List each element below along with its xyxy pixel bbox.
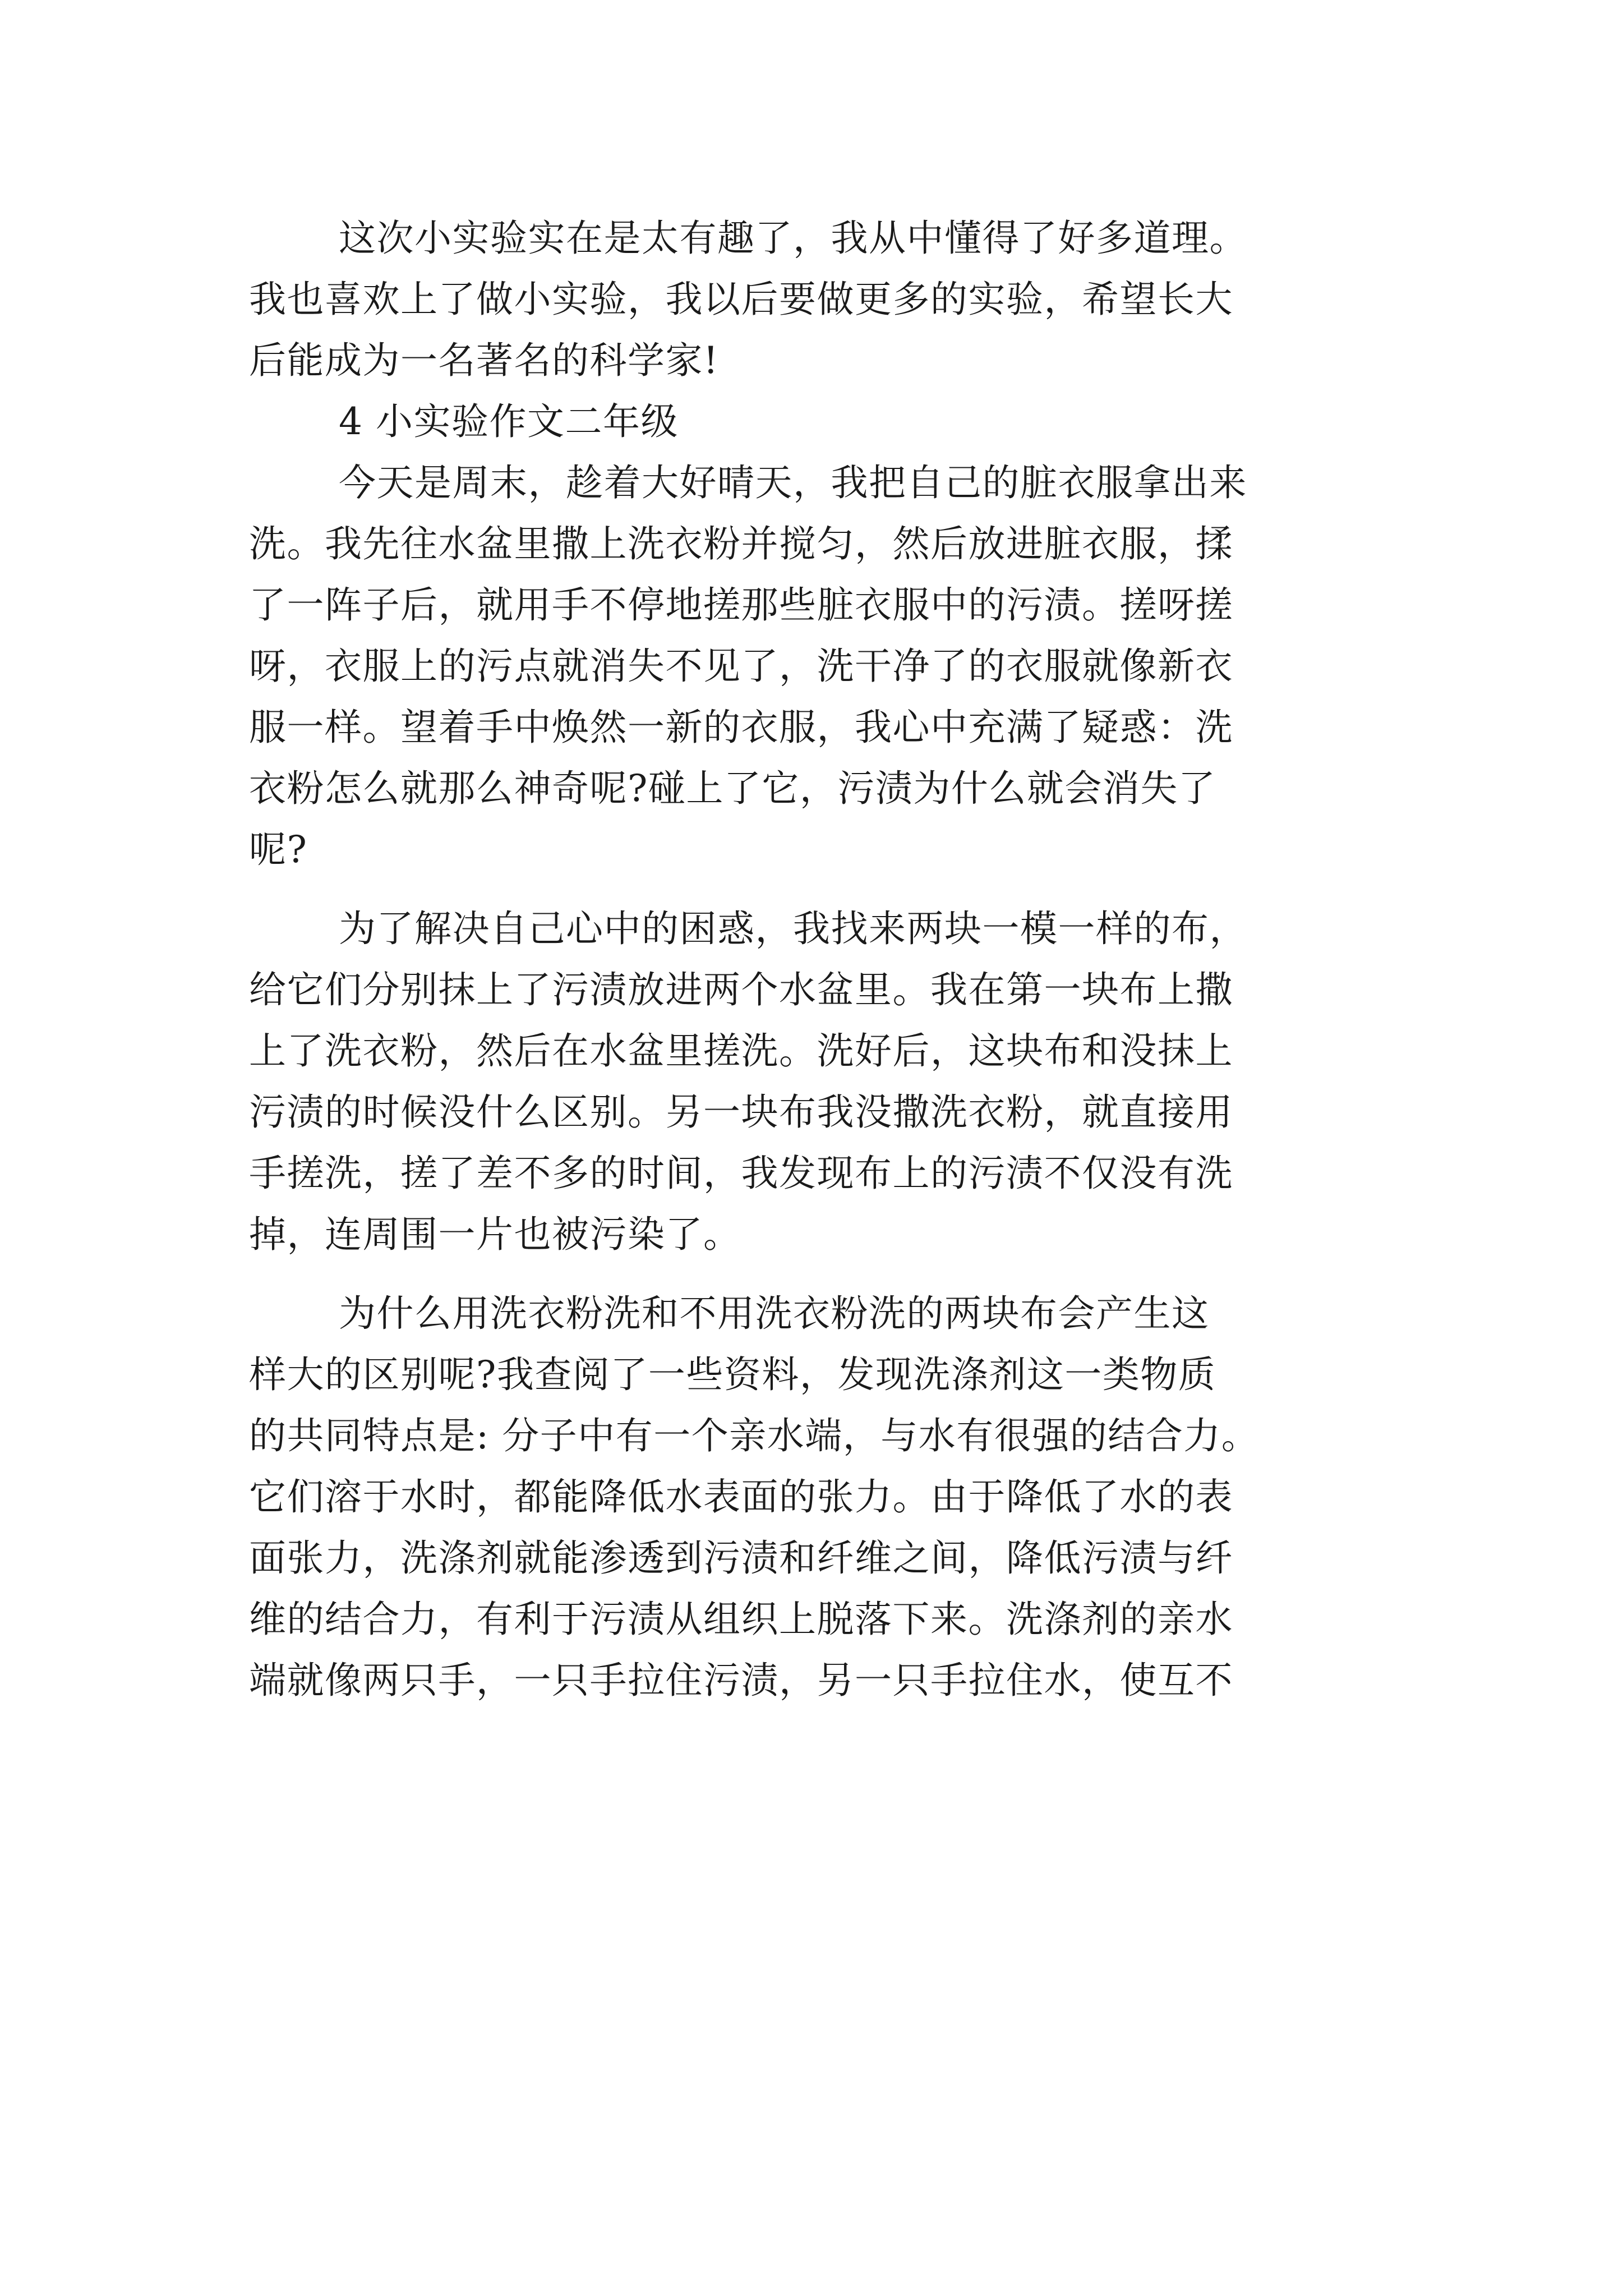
paragraph-laundry: 今天是周末，趁着大好晴天，我把自己的脏衣服拿出来 洗。我先往水盆里撒上洗衣粉并搅匀，然后放进脏衣服，揉 了一阵子后，就用手不停地搓那些脏衣服中的污渍。搓呀搓 呀，衣服上的污点就消失不见了，洗干净了的衣服就像新衣 服一样。望着手中焕然一新的衣服，我心中充满了疑惑：洗 衣粉怎么就那么神奇呢?碰上了它，污渍为什么就会消失了 呢? (249, 461, 1247, 871)
paragraph-explanation: 为什么用洗衣粉洗和不用洗衣粉洗的两块布会产生这 样大的区别呢?我查阅了一些资料，发现洗涤剂这一类物质 的共同特点是: 分子中有一个亲水端，与水有很强的结合力。 它们溶于水时，都能降低水表面的张力。由于降低了水的表 面张力，洗涤剂就能渗透到污渍和纤维之间，降低污渍与纤 维的结合力，有利于污渍从组织上脱落下来。洗涤剂的亲水 端就像两只手，一只手拉住污渍，另一只手拉住水，使互不 (249, 1292, 1260, 1702)
section-heading: 4 小实验作文二年级 (339, 400, 679, 443)
paragraph-experiment: 为了解决自己心中的困惑，我找来两块一模一样的布， 给它们分别抹上了污渍放进两个水盆里。我在第一块布上撒 上了洗衣粉，然后在水盆里搓洗。洗好后，这块布和没抹上 污渍的时候没什么区别。另一块布我没撒洗衣粉，就直接用 手搓洗，搓了差不多的时间，我发现布上的污渍不仅没有洗 掉，连周围一片也被污染了。 (249, 907, 1247, 1256)
document-body (249, 208, 1376, 1711)
paragraph-conclusion: 这次小实验实在是太有趣了，我从中懂得了好多道理。 我也喜欢上了做小实验，我以后要做更多的实验，希望长大 后能成为一名著名的科学家! (249, 217, 1247, 382)
